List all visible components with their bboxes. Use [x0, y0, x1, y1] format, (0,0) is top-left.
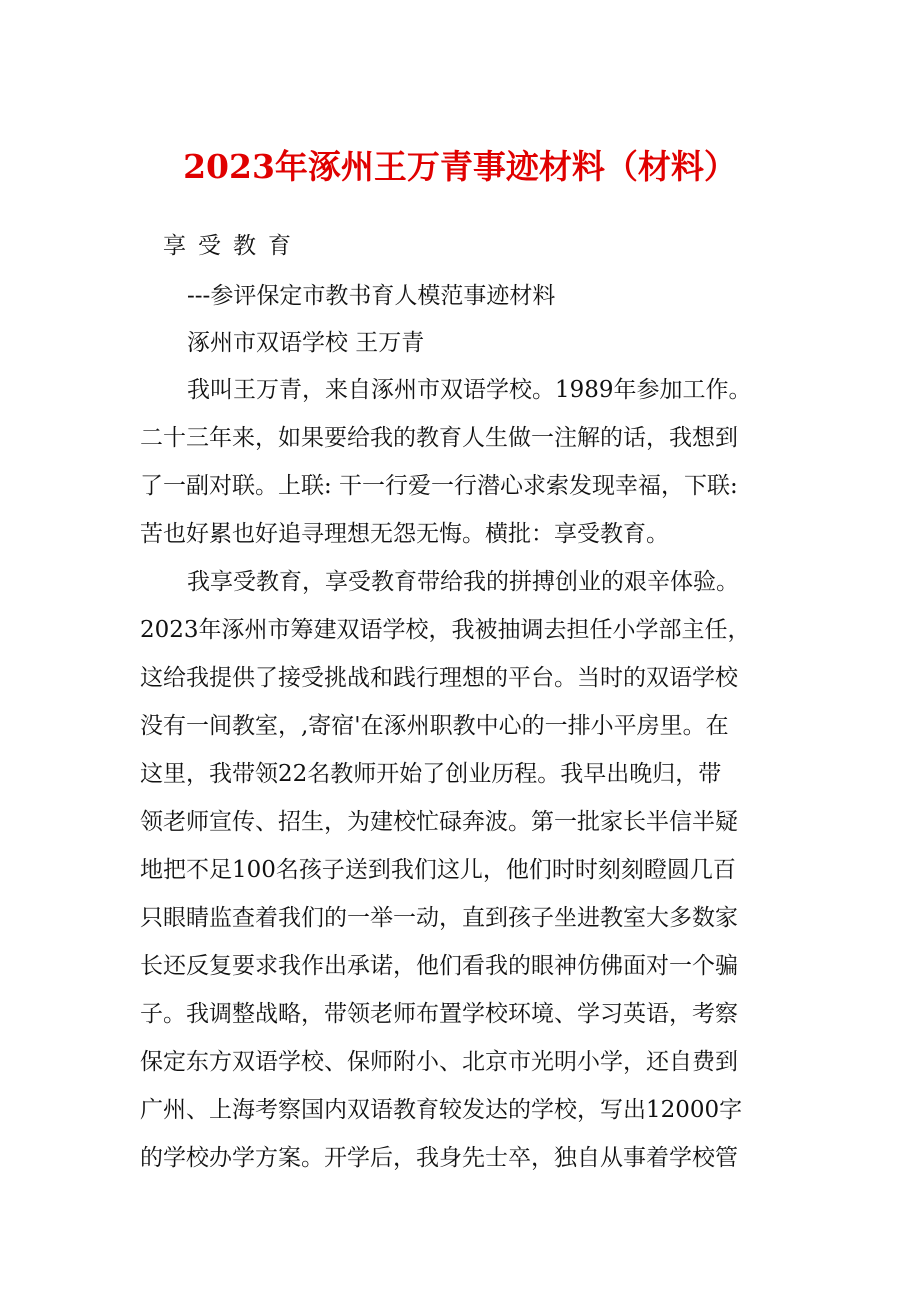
- paragraph-line: 了一副对联。上联: 干一行爱一行潜心求索发现幸福，下联:: [140, 473, 738, 499]
- paragraph-line: 的学校办学方案。开学后，我身先士卒，独自从事着学校管: [140, 1145, 738, 1171]
- document-title: 2023年涿州王万青事迹材料（材料）: [183, 147, 737, 186]
- paragraph-line: 我叫王万青，来自涿州市双语学校。1989年参加工作。: [187, 377, 752, 403]
- paragraph-line: 我享受教育，享受教育带给我的拼搏创业的艰辛体验。: [187, 569, 739, 595]
- paragraph-line: 领老师宣传、招生，为建校忙碌奔波。第一批家长半信半疑: [140, 809, 738, 835]
- paragraph-line: 保定东方双语学校、保师附小、北京市光明小学，还自费到: [140, 1049, 738, 1075]
- paragraph-line: 地把不足100名孩子送到我们这儿，他们时时刻刻瞪圆几百: [140, 857, 736, 883]
- section-heading: 享受教育: [163, 233, 303, 259]
- author-line: 涿州市双语学校 王万青: [187, 330, 425, 356]
- paragraph-line: 2023年涿州市筹建双语学校，我被抽调去担任小学部主任，: [140, 617, 751, 643]
- paragraph-line: 这给我提供了接受挑战和践行理想的平台。当时的双语学校: [140, 665, 738, 691]
- paragraph-line: 子。我调整战略，带领老师布置学校环境、学习英语，考察: [140, 1001, 738, 1027]
- paragraph-line: 这里，我带领22名教师开始了创业历程。我早出晚归，带: [140, 761, 722, 787]
- paragraph-line: 二十三年来，如果要给我的教育人生做一注解的话，我想到: [140, 425, 738, 451]
- paragraph-line: 长还反复要求我作出承诺，他们看我的眼神仿佛面对一个骗: [140, 953, 738, 979]
- paragraph-line: 只眼睛监查着我们的一举一动，直到孩子坐进教室大多数家: [140, 905, 738, 931]
- paragraph-line: 没有一间教室，,寄宿'在涿州职教中心的一排小平房里。在: [140, 713, 729, 739]
- paragraph-line: 广州、上海考察国内双语教育较发达的学校，写出12000字: [140, 1097, 743, 1123]
- paragraph-line: 苦也好累也好追寻理想无怨无悔。横批：享受教育。: [140, 521, 669, 547]
- subheading: ---参评保定市教书育人模范事迹材料: [187, 283, 556, 309]
